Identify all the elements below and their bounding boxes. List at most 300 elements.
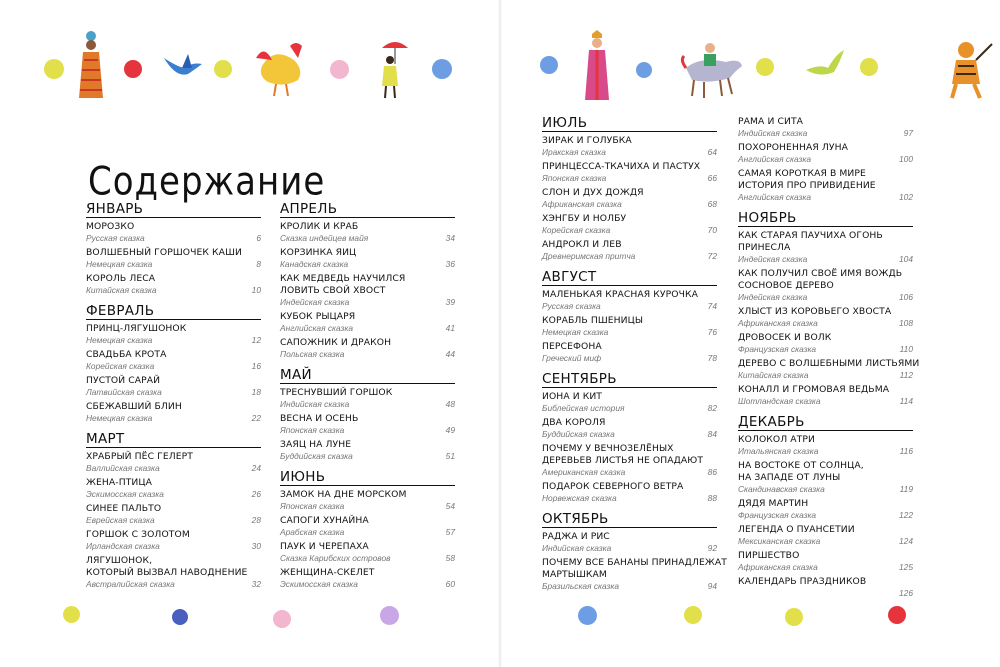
page-number: 119 [899, 484, 913, 494]
story-title: КОРОЛЬ ЛЕСА [86, 273, 156, 284]
story-title: ПИРШЕСТВО [738, 550, 800, 561]
story-title: ПРИНЦЕССА-ТКАЧИХА И ПАСТУХ [542, 161, 701, 172]
story-title: ИСТОРИЯ ПРО ПРИВИДЕНИЕ [738, 180, 876, 191]
toc-entry [738, 306, 913, 329]
toc-column-4 [738, 116, 920, 602]
page-number: 112 [899, 370, 913, 380]
page-number: 88 [707, 493, 717, 503]
month-heading: ИЮЛЬ [542, 116, 717, 132]
page-number: 86 [707, 467, 717, 477]
story-origin: Библейская история [542, 403, 625, 413]
page-number: 125 [899, 562, 913, 572]
story-title: ПОХОРОНЕННАЯ ЛУНА [738, 142, 848, 153]
story-origin: Французская сказка [738, 344, 817, 354]
story-origin: Индейская сказка [738, 254, 808, 264]
story-origin-row [86, 489, 261, 500]
page-number: 6 [256, 233, 261, 243]
story-origin: Еврейская сказка [86, 515, 155, 525]
story-origin: Американская сказка [542, 467, 626, 477]
pink-dot [273, 610, 291, 628]
toc-entry [738, 268, 913, 303]
page-title: Содержание [88, 158, 326, 205]
story-title: САПОЖНИК И ДРАКОН [280, 337, 392, 348]
page-number: 74 [707, 301, 717, 311]
story-origin-row [542, 543, 717, 554]
toc-entry [86, 529, 261, 552]
toc-entry [542, 289, 717, 312]
story-origin: Английская сказка [280, 323, 353, 333]
story-origin-row [280, 259, 455, 270]
toc-entry [280, 541, 455, 564]
story-origin: Сказка индейцев майя [280, 233, 369, 243]
story-title: ЛОВИТЬ СВОЙ ХВОСТ [280, 285, 386, 296]
month-heading: МАРТ [86, 432, 261, 448]
lavender-dot [380, 606, 399, 625]
story-title: МАЛЕНЬКАЯ КРАСНАЯ КУРОЧКА [542, 289, 699, 300]
story-origin-row [86, 387, 261, 398]
story-origin-row [86, 361, 261, 372]
story-origin-row [86, 515, 261, 526]
toc-entry [542, 557, 727, 592]
page-number: 97 [903, 128, 913, 138]
red-dot [888, 606, 906, 624]
toc-entry [542, 239, 717, 262]
story-title: КАК МЕДВЕДЬ НАУЧИЛСЯ [280, 273, 406, 284]
story-origin-row [86, 463, 261, 474]
story-title: САМАЯ КОРОТКАЯ В МИРЕ [738, 168, 866, 179]
story-title: ЖЕНЩИНА-СКЕЛЕТ [280, 567, 375, 578]
story-origin-row [280, 425, 455, 436]
red-dot [124, 60, 142, 78]
story-origin: Японская сказка [542, 173, 607, 183]
story-title: КОРЗИНКА ЯИЦ [280, 247, 357, 258]
toc-entry [542, 213, 717, 236]
page-number: 32 [251, 579, 261, 589]
toc-entry [280, 413, 455, 436]
page-number: 39 [445, 297, 455, 307]
toc-entry [738, 230, 913, 265]
story-origin-row [542, 301, 717, 312]
toc-entry [280, 311, 455, 334]
story-origin: Русская сказка [86, 233, 145, 243]
page-number: 24 [251, 463, 261, 473]
story-origin: Арабская сказка [280, 527, 345, 537]
toc-entry [280, 439, 455, 462]
toc-entry [542, 315, 717, 338]
story-title: РАДЖА И РИС [542, 531, 610, 542]
story-origin-row [738, 370, 913, 381]
story-origin: Ирландская сказка [86, 541, 160, 551]
story-title: ЗАЯЦ НА ЛУНЕ [280, 439, 352, 450]
page-number: 54 [445, 501, 455, 511]
story-origin: Индийская сказка [280, 399, 350, 409]
story-title: КОРАБЛЬ ПШЕНИЦЫ [542, 315, 644, 326]
story-title: ЛЕГЕНДА О ПУАНСЕТИИ [738, 524, 855, 535]
story-title: ХЭНГБУ И НОЛБУ [542, 213, 627, 224]
story-origin-row [738, 254, 913, 265]
toc-entry [86, 477, 261, 500]
tiger-illustration [944, 38, 994, 100]
page-number: 57 [445, 527, 455, 537]
story-title: ПРИНЦ-ЛЯГУШОНОК [86, 323, 187, 334]
page-number: 66 [707, 173, 717, 183]
story-origin-row [280, 233, 455, 244]
page-number: 102 [899, 192, 913, 202]
toc-entry [738, 384, 913, 407]
story-title: КОНАЛЛ И ГРОМОВАЯ ВЕДЬМА [738, 384, 890, 395]
story-title: ГОРШОК С ЗОЛОТОМ [86, 529, 190, 540]
yellow-dot [684, 606, 702, 624]
month-heading: СЕНТЯБРЬ [542, 372, 717, 388]
story-origin-row [542, 173, 717, 184]
page-number: 124 [899, 536, 913, 546]
story-title: ДЯДЯ МАРТИН [738, 498, 809, 509]
month-heading: ИЮНЬ [280, 470, 455, 486]
toc-entry [738, 524, 913, 547]
story-origin: Норвежская сказка [542, 493, 617, 503]
story-origin: Шотландская сказка [738, 396, 821, 406]
page-number: 10 [251, 285, 261, 295]
page-number: 30 [251, 541, 261, 551]
story-origin-row [280, 553, 455, 564]
toc-entry [542, 135, 717, 158]
pink-dot [330, 60, 349, 79]
toc-entry [738, 358, 920, 381]
story-title: ДЕРЕВО С ВОЛШЕБНЫМИ ЛИСТЬЯМИ [738, 358, 920, 369]
story-origin-row [738, 562, 913, 573]
story-origin: Индийская сказка [738, 128, 808, 138]
story-title: СИНЕЕ ПАЛЬТО [86, 503, 162, 514]
yellow-dot [214, 60, 232, 78]
woman-with-jug-illustration [76, 30, 106, 100]
story-origin: Буддийская сказка [280, 451, 353, 461]
yellow-dot [756, 58, 774, 76]
story-origin: Эскимосская сказка [86, 489, 164, 499]
story-origin: Канадская сказка [280, 259, 349, 269]
toc-entry [86, 247, 261, 270]
story-title: ПЕРСЕФОНА [542, 341, 602, 352]
blue-dot [540, 56, 558, 74]
page-number: 106 [899, 292, 913, 302]
story-origin: Русская сказка [542, 301, 601, 311]
story-origin: Сказка Карибских островов [280, 553, 391, 563]
toc-entry [542, 161, 717, 184]
story-origin: Индейская сказка [738, 292, 808, 302]
story-origin-row [86, 259, 261, 270]
story-title: ПОЧЕМУ У ВЕЧНОЗЕЛЁНЫХ [542, 443, 674, 454]
story-origin: Эскимосская сказка [280, 579, 358, 589]
story-origin-row [542, 581, 717, 592]
toc-entry [542, 481, 717, 504]
story-origin-row [280, 349, 455, 360]
story-title: ЖЕНА-ПТИЦА [86, 477, 153, 488]
toc-entry [542, 417, 717, 440]
page-number: 84 [707, 429, 717, 439]
story-title: КАК ПОЛУЧИЛ СВОЁ ИМЯ ВОЖДЬ [738, 268, 903, 279]
toc-entry [542, 341, 717, 364]
story-origin: Индейская сказка [280, 297, 350, 307]
month-heading: МАЙ [280, 368, 455, 384]
page-number: 94 [707, 581, 717, 591]
month-heading: АВГУСТ [542, 270, 717, 286]
blue-dot [636, 62, 652, 78]
toc-entry [280, 515, 455, 538]
story-origin-row [542, 251, 717, 262]
month-heading: НОЯБРЬ [738, 211, 913, 227]
blue-dot [432, 59, 452, 79]
page-number: 100 [899, 154, 913, 164]
rooster-illustration [254, 36, 310, 98]
story-origin-row [280, 297, 455, 308]
toc-entry [86, 273, 261, 296]
page-number: 110 [899, 344, 913, 354]
page-number: 108 [899, 318, 913, 328]
page-number: 114 [899, 396, 913, 406]
story-title: ЗАМОК НА ДНЕ МОРСКОМ [280, 489, 407, 500]
rider-on-horse-illustration [680, 38, 744, 100]
page-number: 12 [251, 335, 261, 345]
toc-entry [542, 187, 717, 210]
page-number: 26 [251, 489, 261, 499]
story-title: ТРЕСНУВШИЙ ГОРШОК [280, 387, 393, 398]
page-number: 78 [707, 353, 717, 363]
month-heading: АПРЕЛЬ [280, 202, 455, 218]
page-number: 126 [899, 588, 913, 598]
story-origin-row [86, 579, 261, 590]
story-origin-row [280, 501, 455, 512]
story-title: САПОГИ ХУНАЙНА [280, 515, 369, 526]
page-number: 22 [251, 413, 261, 423]
toc-entry [542, 391, 717, 414]
yellow-dot [63, 606, 80, 623]
story-origin-row [542, 353, 717, 364]
story-origin: Английская сказка [738, 192, 811, 202]
story-origin: Немецкая сказка [542, 327, 609, 337]
blue-dot [578, 606, 597, 625]
story-title: КОЛОКОЛ АТРИ [738, 434, 815, 445]
story-origin: Индийская сказка [542, 543, 612, 553]
story-origin: Африканская сказка [738, 562, 818, 572]
story-title: ДЕРЕВЬЕВ ЛИСТЬЯ НЕ ОПАДАЮТ [542, 455, 704, 466]
yellow-dot [785, 608, 803, 626]
page-number: 76 [707, 327, 717, 337]
story-origin-row [738, 484, 913, 495]
story-title: ПРИНЕСЛА [738, 242, 791, 253]
story-title: СВАДЬБА КРОТА [86, 349, 167, 360]
story-origin-row [86, 335, 261, 346]
story-origin-row [86, 413, 261, 424]
story-origin: Бразильская сказка [542, 581, 619, 591]
story-origin-row [738, 510, 913, 521]
story-origin-row [738, 396, 913, 407]
toc-entry [280, 567, 455, 590]
story-origin: Китайская сказка [86, 285, 157, 295]
story-title: СБЕЖАВШИЙ БЛИН [86, 401, 182, 412]
story-title: КРОЛИК И КРАБ [280, 221, 359, 232]
story-origin: Английская сказка [738, 154, 811, 164]
story-origin: Японская сказка [280, 425, 345, 435]
toc-entry [738, 460, 913, 495]
story-origin: Немецкая сказка [86, 335, 153, 345]
toc-entry [86, 323, 261, 346]
story-origin: Корейская сказка [86, 361, 155, 371]
page-number: 34 [445, 233, 455, 243]
toc-entry [86, 555, 261, 590]
page-number: 36 [445, 259, 455, 269]
story-title: ПОЧЕМУ ВСЕ БАНАНЫ ПРИНАДЛЕЖАТ [542, 557, 727, 568]
toc-entry [738, 168, 913, 203]
toc-entry [738, 332, 913, 355]
story-origin-row [86, 285, 261, 296]
story-title: ВОЛШЕБНЫЙ ГОРШОЧЕК КАШИ [86, 247, 242, 258]
story-origin-row [542, 429, 717, 440]
story-origin: Японская сказка [280, 501, 345, 511]
page-number: 122 [899, 510, 913, 520]
toc-entry [738, 434, 913, 457]
story-title: АНДРОКЛ И ЛЕВ [542, 239, 622, 250]
page-number: 8 [256, 259, 261, 269]
page-number: 28 [251, 515, 261, 525]
page-number: 16 [251, 361, 261, 371]
story-title: КОТОРЫЙ ВЫЗВАЛ НАВОДНЕНИЕ [86, 567, 248, 578]
story-origin: Валлийская сказка [86, 463, 160, 473]
toc-entry [280, 337, 455, 360]
toc-entry [280, 489, 455, 512]
story-origin-row [542, 493, 717, 504]
story-origin-row [280, 451, 455, 462]
story-origin: Африканская сказка [738, 318, 818, 328]
story-origin: Немецкая сказка [86, 259, 153, 269]
toc-column-3 [542, 115, 727, 595]
story-origin: Древнеримская притча [542, 251, 636, 261]
story-origin-row [738, 128, 913, 139]
page-number: 72 [707, 251, 717, 261]
story-title: ПАУК И ЧЕРЕПАХА [280, 541, 369, 552]
story-origin-row [542, 467, 717, 478]
story-origin: Немецкая сказка [86, 413, 153, 423]
page-number: 70 [707, 225, 717, 235]
month-heading: ЯНВАРЬ [86, 202, 261, 218]
story-title: СЛОН И ДУХ ДОЖДЯ [542, 187, 644, 198]
story-origin-row [280, 399, 455, 410]
page-number: 18 [251, 387, 261, 397]
page-number: 60 [445, 579, 455, 589]
page-number: 44 [445, 349, 455, 359]
toc-entry [738, 142, 913, 165]
story-title: КАЛЕНДАРЬ ПРАЗДНИКОВ [738, 576, 867, 587]
story-origin: Австралийская сказка [86, 579, 175, 589]
story-origin: Корейская сказка [542, 225, 611, 235]
toc-entry [280, 221, 455, 244]
story-title: ДРОВОСЕК И ВОЛК [738, 332, 832, 343]
story-origin-row [738, 292, 913, 303]
page-number: 116 [899, 446, 913, 456]
queen-figure-illustration [582, 30, 612, 102]
story-origin-row [542, 225, 717, 236]
story-title: СОСНОВОЕ ДЕРЕВО [738, 280, 834, 291]
story-origin-row [280, 323, 455, 334]
story-title: ИОНА И КИТ [542, 391, 603, 402]
story-title: НА ВОСТОКЕ ОТ СОЛНЦА, [738, 460, 864, 471]
story-origin: Итальянская сказка [738, 446, 819, 456]
story-origin: Африканская сказка [542, 199, 622, 209]
story-title: МАРТЫШКАМ [542, 569, 607, 580]
toc-entry [86, 503, 261, 526]
toc-column-1 [86, 202, 261, 593]
toc-entry [280, 273, 455, 308]
story-origin-row [280, 579, 455, 590]
story-origin-row [738, 536, 913, 547]
story-origin-row [86, 541, 261, 552]
story-origin: Греческий миф [542, 353, 602, 363]
toc-column-2 [280, 202, 455, 593]
story-title: ЗИРАК И ГОЛУБКА [542, 135, 632, 146]
month-heading: ОКТЯБРЬ [542, 512, 717, 528]
story-title: ЛЯГУШОНОК, [86, 555, 153, 566]
toc-entry [738, 498, 913, 521]
toc-entry [86, 375, 261, 398]
page-number: 41 [445, 323, 455, 333]
story-origin: Французская сказка [738, 510, 817, 520]
story-title: КАК СТАРАЯ ПАУЧИХА ОГОНЬ [738, 230, 883, 241]
story-origin: Иракская сказка [542, 147, 606, 157]
story-origin-row [542, 147, 717, 158]
toc-entry [86, 221, 261, 244]
story-title: КУБОК РЫЦАРЯ [280, 311, 356, 322]
month-heading: ДЕКАБРЬ [738, 415, 913, 431]
toc-entry [86, 349, 261, 372]
toc-entry [280, 247, 455, 270]
person-with-umbrella-illustration [376, 38, 414, 100]
story-title: МОРОЗКО [86, 221, 135, 232]
page-number: 82 [707, 403, 717, 413]
story-title: ДВА КОРОЛЯ [542, 417, 606, 428]
story-origin-row [738, 192, 913, 203]
story-origin-row [738, 446, 913, 457]
page-number: 68 [707, 199, 717, 209]
story-origin-row [738, 344, 913, 355]
story-title: ХРАБРЫЙ ПЁС ГЕЛЕРТ [86, 451, 193, 462]
toc-entry [280, 387, 455, 410]
story-origin-row [280, 527, 455, 538]
story-origin-row [738, 588, 913, 599]
story-title: ХЛЫСТ ИЗ КОРОВЬЕГО ХВОСТА [738, 306, 892, 317]
story-origin: Польская сказка [280, 349, 345, 359]
story-origin-row [542, 327, 717, 338]
yellow-dot [860, 58, 878, 76]
story-title: ПУСТОЙ САРАЙ [86, 375, 161, 386]
story-title: НА ЗАПАДЕ ОТ ЛУНЫ [738, 472, 841, 483]
story-title: ВЕСНА И ОСЕНЬ [280, 413, 359, 424]
navy-dot [172, 609, 188, 625]
story-origin-row [86, 233, 261, 244]
month-heading: ФЕВРАЛЬ [86, 304, 261, 320]
page-number: 64 [707, 147, 717, 157]
toc-entry [542, 531, 717, 554]
story-title: ПОДАРОК СЕВЕРНОГО ВЕТРА [542, 481, 684, 492]
page-number: 48 [445, 399, 455, 409]
page-number: 49 [445, 425, 455, 435]
green-bird-illustration [804, 46, 846, 80]
story-title: РАМА И СИТА [738, 116, 804, 127]
book-spine [498, 0, 502, 667]
story-origin-row [738, 154, 913, 165]
toc-entry [738, 550, 913, 573]
toc-entry [86, 451, 261, 474]
blue-bird-illustration [162, 52, 204, 80]
page-number: 104 [899, 254, 913, 264]
toc-entry [738, 116, 913, 139]
